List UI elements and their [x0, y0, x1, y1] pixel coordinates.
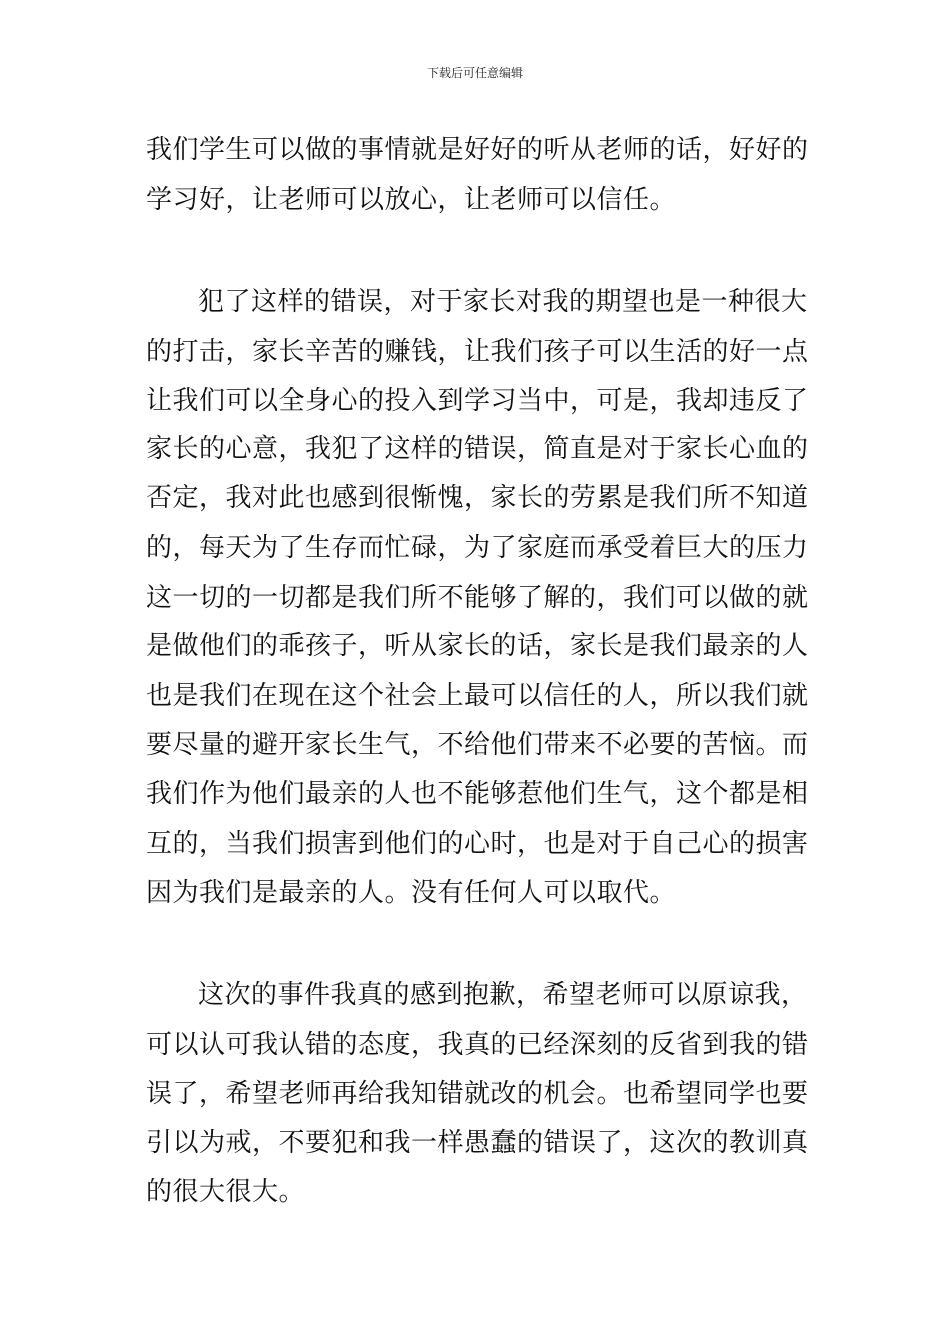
paragraph-3-line-5: 的很大很大。 — [146, 1177, 306, 1207]
paragraph-2-line-9: 也是我们在现在这个社会上最可以信任的人，所以我们就 — [146, 681, 809, 711]
paragraph-3-line-4: 引以为戒，不要犯和我一样愚蠢的错误了，这次的教训真 — [146, 1128, 809, 1158]
paragraph-2-line-5: 否定，我对此也感到很惭愧，家长的劳累是我们所不知道 — [146, 483, 809, 513]
paragraph-2-line-7: 这一切的一切都是我们所不能够了解的，我们可以做的就 — [146, 583, 809, 613]
paragraph-3-line-2: 可以认可我认错的态度，我真的已经深刻的反省到我的错 — [146, 1030, 809, 1060]
paragraph-2-line-8: 是做他们的乖孩子，听从家长的话，家长是我们最亲的人 — [146, 631, 809, 661]
paragraph-2-line-1: 犯了这样的错误，对于家长对我的期望也是一种很大 — [198, 287, 808, 317]
paragraph-1-line-1: 我们学生可以做的事情就是好好的听从老师的话，好好的 — [146, 135, 809, 165]
paragraph-2-line-3: 让我们可以全身心的投入到学习当中，可是，我却违反了 — [146, 386, 809, 416]
paragraph-2-line-6: 的，每天为了生存而忙碌，为了家庭而承受着巨大的压力 — [146, 533, 809, 563]
paragraph-1-line-2: 学习好，让老师可以放心，让老师可以信任。 — [146, 185, 677, 215]
paragraph-3-line-1: 这次的事件我真的感到抱歉，希望老师可以原谅我， — [198, 980, 808, 1010]
paragraph-2-line-13: 因为我们是最亲的人。没有任何人可以取代。 — [146, 878, 677, 908]
paragraph-2-line-2: 的打击，家长辛苦的赚钱，让我们孩子可以生活的好一点 — [146, 337, 809, 367]
paragraph-2-line-12: 互的，当我们损害到他们的心时，也是对于自己心的损害 — [146, 829, 809, 859]
paragraph-2-line-10: 要尽量的避开家长生气，不给他们带来不必要的苦恼。而 — [146, 730, 809, 760]
page-header: 下载后可任意编辑 — [426, 66, 523, 80]
paragraph-3-line-3: 误了，希望老师再给我知错就改的机会。也希望同学也要 — [146, 1079, 809, 1109]
paragraph-2-line-4: 家长的心意，我犯了这样的错误，简直是对于家长心血的 — [146, 434, 809, 464]
paragraph-2-line-11: 我们作为他们最亲的人也不能够惹他们生气，这个都是相 — [146, 779, 809, 809]
